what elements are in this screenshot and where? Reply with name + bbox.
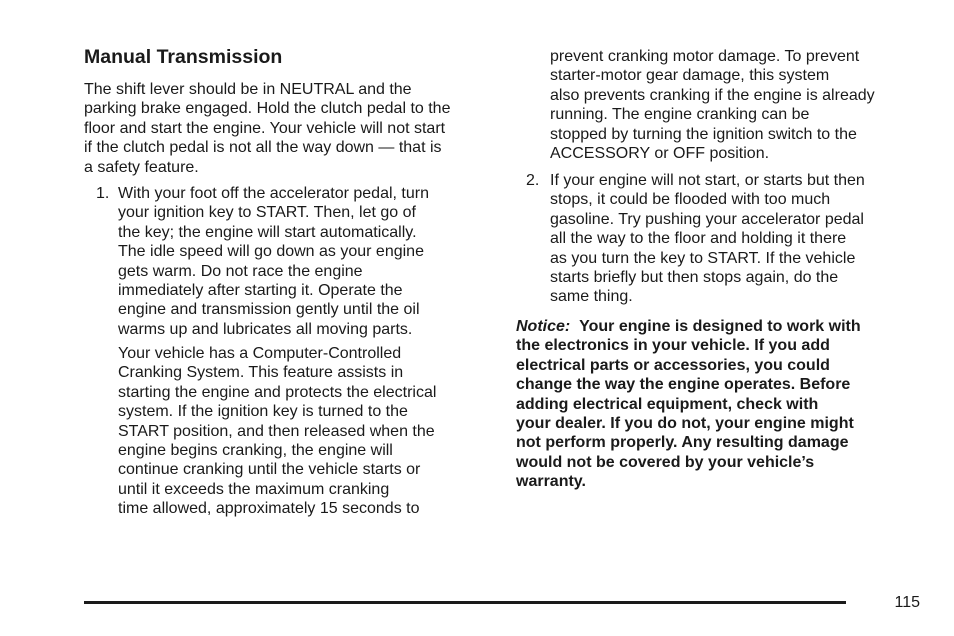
step-continuation-line: continue cranking until the vehicle starts or [118, 461, 421, 479]
notice-line: your dealer. If you do not, your engine might [516, 415, 854, 432]
step-continuation-line: running. The engine cranking can be [550, 106, 810, 124]
intro-line: parking brake engaged. Hold the clutch pedal to the [84, 100, 451, 118]
intro-line: floor and start the engine. Your vehicle will not start [84, 119, 446, 137]
notice-text: Your engine is designed to work with [579, 318, 861, 335]
notice-line: electrical parts or accessories, you could [516, 356, 830, 374]
step-line: starts briefly but then stops again, do the [550, 269, 839, 286]
step-continuation-line: stopped by turning the ignition switch to the [550, 125, 857, 143]
step-continuation-line: prevent cranking motor damage. To prevent [550, 48, 860, 65]
step-line: gasoline. Try pushing your accelerator pedal [550, 210, 864, 228]
step-line: With your foot off the accelerator pedal, turn [118, 185, 429, 202]
notice-line: adding electrical equipment, check with [516, 395, 819, 413]
step-line: gets warm. Do not race the engine [118, 262, 363, 280]
step-continuation-line: also prevents cranking if the engine is already [550, 86, 875, 104]
intro-line: if the clutch pedal is not all the way down — that is [84, 139, 442, 157]
step-continuation-line: Your vehicle has a Computer-Controlled [118, 345, 402, 362]
step-continuation-line: ACCESSORY or OFF position. [550, 145, 770, 162]
footer-rule [84, 601, 846, 604]
step-line: your ignition key to START. Then, let go of [118, 204, 416, 222]
intro-line: The shift lever should be in NEUTRAL and the [84, 81, 412, 98]
notice-line: the electronics in your vehicle. If you add [516, 337, 830, 355]
step-line: warms up and lubricates all moving parts. [118, 320, 413, 338]
page-number: 115 [894, 594, 920, 611]
notice-line: change the way the engine operates. Before [516, 376, 851, 394]
step-line: the key; the engine will start automatically. [118, 223, 417, 241]
notice-line: would not be covered by your vehicle’s [516, 453, 815, 471]
step-number: 2. [526, 172, 540, 189]
step-line: immediately after starting it. Operate the [118, 282, 403, 299]
step-continuation-line: Cranking System. This feature assists in [118, 364, 404, 382]
step-continuation-line: engine begins cranking, the engine will [118, 442, 393, 459]
step-continuation-line: starter-motor gear damage, this system [550, 67, 830, 85]
step-line: as you turn the key to START. If the vehicle [550, 249, 856, 267]
step-continuation-line: system. If the ignition key is turned to the [118, 403, 408, 421]
step-line: engine and transmission gently until the oil [118, 301, 420, 319]
step-continuation-line: START position, and then released when the [118, 422, 435, 440]
step-line: all the way to the floor and holding it there [550, 230, 847, 248]
notice-line: warranty. [516, 473, 586, 491]
section-heading: Manual Transmission [84, 46, 283, 68]
step-line: If your engine will not start, or starts but then [550, 172, 865, 189]
intro-line: a safety feature. [84, 158, 199, 176]
notice-first-line [516, 317, 861, 336]
step-continuation-line: starting the engine and protects the electrical [118, 383, 437, 401]
step-line: stops, it could be flooded with too much [550, 191, 831, 209]
notice-line: not perform properly. Any resulting damage [516, 434, 849, 452]
step-line: The idle speed will go down as your engine [118, 243, 424, 261]
step-continuation-line: until it exceeds the maximum cranking [118, 480, 390, 498]
step-line: same thing. [550, 288, 633, 306]
step-continuation-line: time allowed, approximately 15 seconds to [118, 500, 420, 518]
notice-label: Notice: [516, 318, 571, 335]
step-number: 1. [96, 185, 110, 202]
